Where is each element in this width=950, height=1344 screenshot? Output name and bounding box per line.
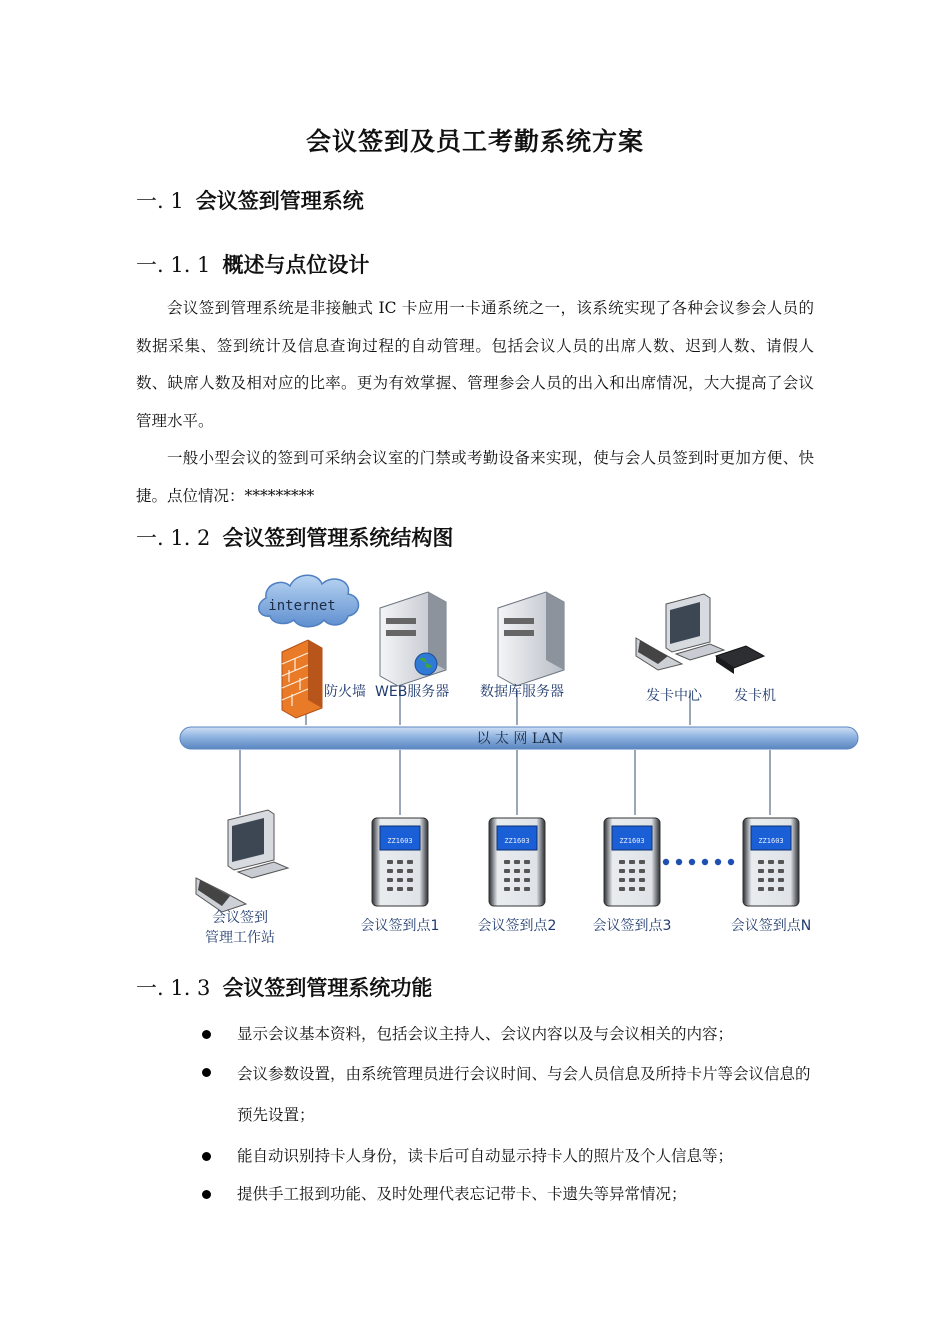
- section-title: 概述与点位设计: [222, 253, 370, 277]
- keypad-key: [639, 878, 645, 882]
- list-item-text: 会议参数设置，由系统管理员进行会议时间、与会人员信息及所持卡片等会议信息的预先设置；: [237, 1065, 811, 1124]
- keypad-key: [758, 878, 764, 882]
- keypad-key: [778, 887, 784, 891]
- terminal-screen-text: ZZ1603: [387, 837, 413, 845]
- keypad-key: [619, 860, 625, 864]
- terminal-screen-text: ZZ1603: [758, 837, 784, 845]
- card-center-label: 发卡中心: [646, 688, 702, 704]
- list-item: [200, 1054, 820, 1136]
- workstation-label-line2: 管理工作站: [205, 930, 275, 946]
- keypad-key: [387, 887, 393, 891]
- list-item: [200, 1176, 820, 1212]
- section-number: 一. 1. 3: [136, 976, 211, 1000]
- keypad-key: [768, 869, 774, 873]
- document-title: 会议签到及员工考勤系统方案: [305, 127, 644, 156]
- keypad-key: [778, 878, 784, 882]
- section-number: 一. 1. 2: [136, 526, 211, 550]
- sign-in-point-label: 会议签到点N: [730, 918, 812, 934]
- section-title: 会议签到管理系统: [195, 189, 364, 213]
- bullet-icon: [202, 1152, 211, 1161]
- keypad-key: [524, 860, 530, 864]
- workstation-label-line1: 会议签到: [212, 910, 268, 926]
- section-number: 一. 1: [136, 189, 184, 213]
- keypad-key: [629, 887, 635, 891]
- keypad-key: [387, 860, 393, 864]
- keypad-key: [397, 887, 403, 891]
- list-item-text: 显示会议基本资料，包括会议主持人、会议内容以及与会议相关的内容；: [237, 1025, 734, 1043]
- section-title: 会议签到管理系统功能: [222, 976, 433, 1000]
- card-reader-terminal-icon: [489, 818, 545, 906]
- lan-bus: [180, 727, 858, 749]
- keypad-key: [397, 878, 403, 882]
- web-server-icon: [380, 592, 446, 686]
- paragraph: 一般小型会议的签到可采纳会议室的门禁或考勤设备来实现，使与会人员签到时更加方便、快捷。点位情况：*********: [136, 449, 814, 505]
- keypad-key: [639, 887, 645, 891]
- database-server-label: 数据库服务器: [480, 684, 564, 700]
- section-title: 会议签到管理系统结构图: [222, 526, 454, 550]
- keypad-key: [387, 869, 393, 873]
- sign-in-point-label: 会议签到点2: [477, 918, 557, 934]
- section-heading-1-2: [136, 522, 453, 552]
- keypad-key: [629, 869, 635, 873]
- keypad-key: [407, 887, 413, 891]
- bullet-icon: [202, 1068, 211, 1077]
- workstation-computer-icon: [196, 810, 288, 912]
- keypad-key: [768, 860, 774, 864]
- keypad-key: [619, 887, 625, 891]
- bullet-icon: [202, 1190, 211, 1199]
- keypad-key: [778, 869, 784, 873]
- keypad-key: [397, 860, 403, 864]
- keypad-key: [504, 869, 510, 873]
- function-list: [200, 1016, 820, 1214]
- keypad-key: [514, 887, 520, 891]
- keypad-key: [758, 869, 764, 873]
- keypad-key: [514, 878, 520, 882]
- internet-label: internet: [268, 598, 336, 614]
- keypad-key: [629, 860, 635, 864]
- card-machine-label: 发卡机: [734, 688, 776, 704]
- card-reader-terminal-icon: [604, 818, 660, 906]
- overview-text: [136, 290, 814, 515]
- keypad-key: [758, 887, 764, 891]
- lan-label: 以 太 网 LAN: [476, 731, 564, 747]
- firewall-icon: [282, 640, 322, 718]
- keypad-key: [407, 869, 413, 873]
- keypad-key: [504, 878, 510, 882]
- internet-cloud-icon: [259, 575, 359, 627]
- list-item-text: 能自动识别持卡人身份，读卡后可自动显示持卡人的照片及个人信息等；: [237, 1147, 734, 1165]
- keypad-key: [407, 878, 413, 882]
- bullet-icon: [202, 1030, 211, 1039]
- keypad-key: [768, 887, 774, 891]
- keypad-key: [407, 860, 413, 864]
- section-heading-1-3: [136, 972, 432, 1002]
- terminal-screen-text: ZZ1603: [504, 837, 530, 845]
- keypad-key: [619, 878, 625, 882]
- web-server-label: WEB服务器: [375, 684, 450, 700]
- keypad-key: [768, 878, 774, 882]
- keypad-key: [629, 878, 635, 882]
- list-item: [200, 1138, 820, 1174]
- keypad-key: [397, 869, 403, 873]
- system-structure-diagram: [170, 560, 870, 952]
- keypad-key: [619, 869, 625, 873]
- keypad-key: [639, 860, 645, 864]
- keypad-key: [504, 887, 510, 891]
- terminal-screen-text: ZZ1603: [619, 837, 645, 845]
- keypad-key: [524, 869, 530, 873]
- keypad-key: [524, 887, 530, 891]
- section-number: 一. 1. 1: [136, 253, 211, 277]
- list-item: [200, 1016, 820, 1052]
- keypad-key: [778, 860, 784, 864]
- keypad-key: [514, 860, 520, 864]
- list-item-text: 提供手工报到功能、及时处理代表忘记带卡、卡遗失等异常情况；: [237, 1185, 687, 1203]
- database-server-icon: [498, 592, 564, 686]
- card-reader-terminal-icon: [372, 818, 428, 906]
- card-reader-terminal-icon: [743, 818, 799, 906]
- ellipsis-dots: [663, 859, 734, 865]
- keypad-key: [758, 860, 764, 864]
- sign-in-point-label: 会议签到点1: [360, 918, 440, 934]
- keypad-key: [514, 869, 520, 873]
- sign-in-point-label: 会议签到点3: [592, 918, 672, 934]
- card-center-computer-icon: [636, 594, 724, 670]
- keypad-key: [504, 860, 510, 864]
- keypad-key: [639, 869, 645, 873]
- firewall-label: 防火墙: [324, 684, 366, 700]
- keypad-key: [524, 878, 530, 882]
- section-heading-1: [136, 185, 364, 215]
- paragraph: 会议签到管理系统是非接触式 IC 卡应用一卡通系统之一，该系统实现了各种会议参会人员的数据采集、签到统计及信息查询过程的自动管理。包括会议人员的出席人数、迟到人数、请假人数、缺席人数及相对应的比率。更为有效掌握、管理参会人员的出入和出席情况，大大提高了会议管理水平。: [136, 299, 814, 430]
- keypad-key: [387, 878, 393, 882]
- section-heading-1-1: [136, 249, 369, 279]
